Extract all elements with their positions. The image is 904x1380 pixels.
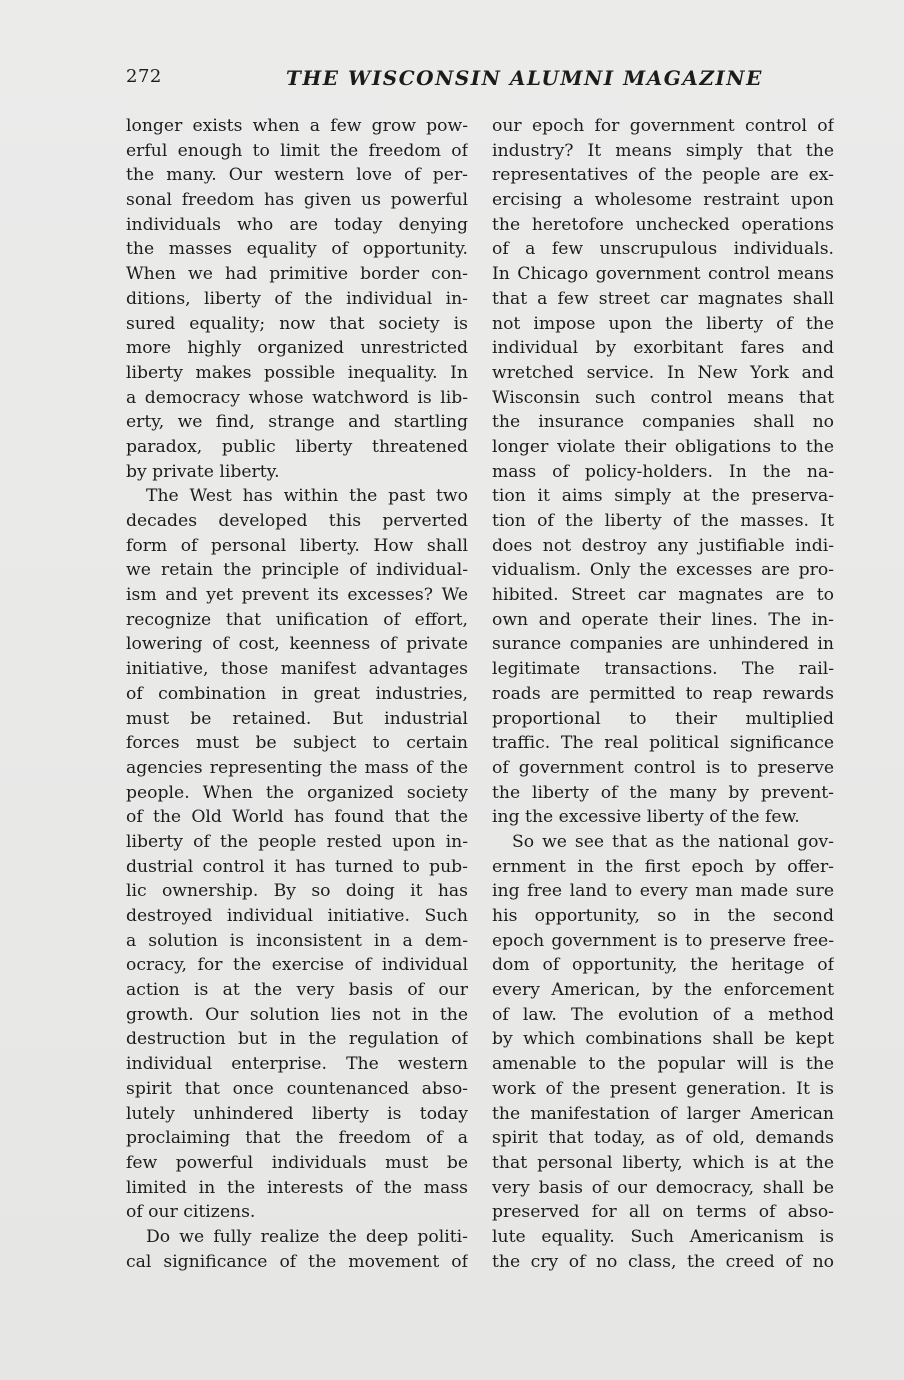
text-line: form of personal liberty. How shall: [126, 535, 468, 556]
text-line: ocracy, for the exercise of individual: [126, 955, 468, 976]
text-line: a democracy whose watchword is lib-: [126, 387, 468, 408]
text-line: ditions, liberty of the individual in-: [126, 288, 468, 309]
text-line: of the Old World has found that the: [126, 807, 468, 828]
text-line: paradox, public liberty threatened: [126, 436, 468, 457]
text-line: Wisconsin such control means that: [492, 387, 834, 408]
text-line: spirit that today, as of old, demands: [492, 1128, 834, 1149]
text-line: forces must be subject to certain: [126, 733, 468, 754]
text-line: his opportunity, so in the second: [492, 906, 834, 926]
paragraph-end-line: ing the excessive liberty of the few.: [492, 807, 800, 828]
paragraph-end-line: by private liberty.: [126, 461, 280, 482]
text-line: of law. The evolution of a method: [492, 1004, 834, 1025]
text-line: ercising a wholesome restraint upon: [492, 190, 834, 211]
text-line: every American, by the enforcement: [492, 980, 834, 1001]
text-line: the heretofore unchecked operations: [492, 214, 834, 235]
text-line: In Chicago government control means: [492, 264, 834, 285]
text-line: roads are permitted to reap rewards: [492, 683, 834, 704]
text-line: liberty makes possible inequality. In: [126, 362, 468, 383]
text-line: representatives of the people are ex-: [492, 165, 834, 186]
text-line: the liberty of the many by prevent-: [492, 782, 834, 803]
text-line: by which combinations shall be kept: [492, 1029, 834, 1050]
text-line: the masses equality of opportunity.: [126, 239, 468, 260]
text-line: must be retained. But industrial: [126, 708, 468, 729]
text-line: proclaiming that the freedom of a: [126, 1128, 468, 1149]
page-number: 272: [126, 66, 162, 87]
text-line: vidualism. Only the excesses are pro-: [492, 560, 834, 581]
text-line: action is at the very basis of our: [126, 980, 468, 1001]
text-line: preserved for all on terms of abso-: [492, 1202, 834, 1223]
text-line: initiative, those manifest advantages: [126, 659, 468, 680]
text-line: not impose upon the liberty of the: [492, 313, 834, 334]
text-line: traffic. The real political significance: [492, 733, 834, 754]
text-line: work of the present generation. It is: [492, 1078, 834, 1099]
text-line: epoch government is to preserve free-: [492, 930, 834, 951]
text-line: own and operate their lines. The in-: [492, 609, 834, 630]
text-line: mass of policy-holders. In the na-: [492, 461, 834, 482]
text-line: we retain the principle of individual-: [126, 560, 468, 581]
text-line: a solution is inconsistent in a dem-: [126, 930, 468, 951]
text-line: ism and yet prevent its excesses? We: [126, 585, 468, 606]
text-line: of government control is to preserve: [492, 757, 834, 778]
text-line: lute equality. Such Americanism is: [492, 1226, 834, 1247]
text-line: industry? It means simply that the: [492, 140, 834, 161]
left-column: [126, 114, 468, 1274]
paragraph-start-line: So we see that as the national gov-: [512, 831, 834, 852]
text-line: individual enterprise. The western: [126, 1054, 468, 1075]
text-line: does not destroy any justifiable indi-: [492, 535, 834, 556]
text-line: agencies representing the mass of the: [126, 757, 468, 778]
running-head: [126, 66, 836, 100]
paragraph-start-line: The West has within the past two: [146, 486, 468, 507]
text-line: hibited. Street car magnates are to: [492, 585, 834, 606]
text-line: people. When the organized society: [126, 782, 468, 803]
text-line: more highly organized unrestricted: [126, 338, 468, 359]
text-line: lowering of cost, keenness of private: [126, 634, 468, 655]
paragraph-start-line: Do we fully realize the deep politi-: [146, 1226, 468, 1247]
text-line: limited in the interests of the mass: [126, 1177, 468, 1198]
text-line: the cry of no class, the creed of no: [492, 1251, 834, 1272]
text-line: destruction but in the regulation of: [126, 1029, 468, 1050]
text-line: that personal liberty, which is at the: [492, 1152, 834, 1173]
text-line: tion it aims simply at the preserva-: [492, 486, 834, 507]
text-line: surance companies are unhindered in: [492, 634, 834, 655]
magazine-title: THE WISCONSIN ALUMNI MAGAZINE: [286, 66, 763, 90]
text-line: When we had primitive border con-: [126, 264, 468, 285]
text-line: our epoch for government control of: [492, 116, 834, 136]
text-line: destroyed individual initiative. Such: [126, 906, 468, 926]
text-line: growth. Our solution lies not in the: [126, 1004, 468, 1025]
text-line: sured equality; now that society is: [126, 313, 468, 334]
text-line: tion of the liberty of the masses. It: [492, 511, 834, 531]
text-line: of a few unscrupulous individuals.: [492, 239, 834, 260]
text-line: very basis of our democracy, shall be: [492, 1177, 834, 1198]
text-line: longer exists when a few grow pow-: [126, 116, 468, 136]
paragraph-end-line: of our citizens.: [126, 1202, 256, 1223]
text-line: amenable to the popular will is the: [492, 1054, 834, 1075]
text-line: individual by exorbitant fares and: [492, 338, 834, 359]
text-line: erty, we find, strange and startling: [126, 412, 468, 433]
text-line: individuals who are today denying: [126, 214, 468, 235]
text-line: few powerful individuals must be: [126, 1152, 468, 1173]
text-line: ernment in the first epoch by offer-: [492, 856, 834, 877]
text-line: of combination in great industries,: [126, 683, 468, 704]
text-line: recognize that unification of effort,: [126, 609, 468, 630]
text-line: dustrial control it has turned to pub-: [126, 856, 468, 877]
text-line: that a few street car magnates shall: [492, 288, 834, 309]
text-line: sonal freedom has given us powerful: [126, 190, 468, 211]
text-line: proportional to their multiplied: [492, 708, 834, 729]
text-line: lutely unhindered liberty is today: [126, 1103, 468, 1124]
text-line: the insurance companies shall no: [492, 412, 834, 433]
text-line: lic ownership. By so doing it has: [126, 881, 468, 902]
right-column: [492, 114, 834, 1274]
text-line: ing free land to every man made sure: [492, 881, 834, 902]
text-line: dom of opportunity, the heritage of: [492, 955, 834, 976]
text-line: spirit that once countenanced abso-: [126, 1078, 468, 1099]
text-line: wretched service. In New York and: [492, 362, 834, 383]
text-line: liberty of the people rested upon in-: [126, 831, 468, 852]
text-line: the manifestation of larger American: [492, 1103, 834, 1124]
text-line: longer violate their obligations to the: [492, 436, 834, 457]
text-line: the many. Our western love of per-: [126, 165, 468, 186]
text-line: legitimate transactions. The rail-: [492, 659, 834, 680]
text-line: cal significance of the movement of: [126, 1251, 468, 1272]
text-line: decades developed this perverted: [126, 511, 468, 531]
text-line: erful enough to limit the freedom of: [126, 140, 468, 161]
